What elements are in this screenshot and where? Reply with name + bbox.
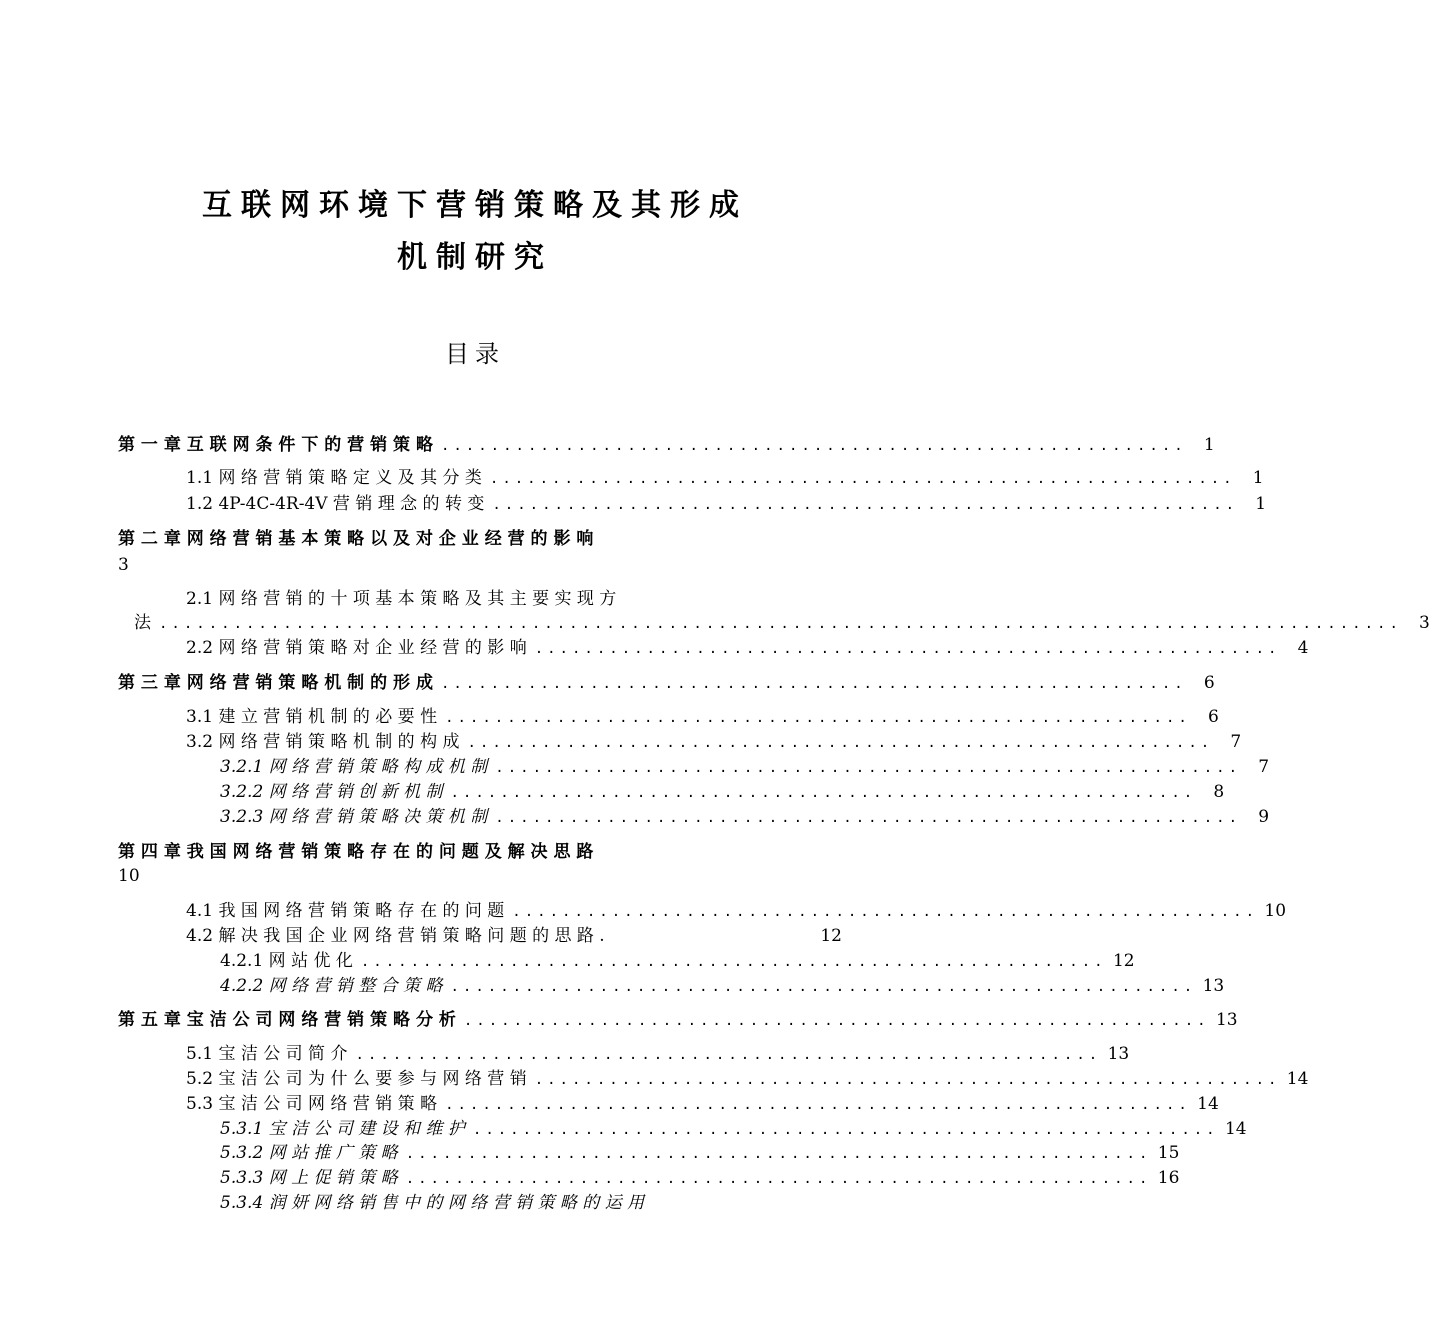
toc-section-5-2[interactable]: [186, 1068, 1309, 1090]
toc-section-3-2[interactable]: [186, 731, 1242, 753]
toc-section-4-2[interactable]: [186, 925, 842, 947]
toc-leader: ............................................................: [534, 1072, 1281, 1088]
toc-subsection-4-2-1[interactable]: [220, 950, 1135, 972]
toc-leader: ............................................................: [472, 1122, 1219, 1138]
toc-entry-label: 第 五 章 宝 洁 公 司 网 络 营 销 策 略 分 析: [118, 1010, 456, 1030]
toc-entry-label: 4.2 解 决 我 国 企 业 网 络 营 销 策 略 问 题 的 思 路 .: [186, 926, 605, 946]
document-title-line-2: 机制研究: [397, 240, 553, 275]
toc-entry-label: 3.2.2 网 络 营 销 创 新 机 制: [220, 782, 443, 802]
toc-leader: ............................................................: [355, 1047, 1102, 1063]
toc-page-number: 13: [1107, 1044, 1130, 1064]
toc-page-number: 4: [1297, 638, 1309, 658]
toc-entry-label: 3.1 建 立 营 销 机 制 的 必 要 性: [186, 707, 438, 727]
toc-leader: ............................................................: [440, 676, 1187, 692]
toc-entry-label: 5.3.3 网 上 促 销 策 略: [220, 1168, 398, 1188]
toc-leader: ............................................................: [360, 954, 1107, 970]
toc-leader: ............................................................: [445, 1097, 1191, 1113]
toc-heading: 目录: [445, 340, 505, 368]
toc-page-number: 13: [1202, 976, 1225, 996]
toc-entry-label: 1.2 4P-4C-4R-4V 营 销 理 念 的 转 变: [186, 494, 485, 514]
toc-entry-label: 1.1 网 络 营 销 策 略 定 义 及 其 分 类: [186, 468, 482, 488]
toc-page-number: 9: [1258, 807, 1270, 827]
toc-page-number: 10: [118, 866, 140, 886]
toc-page-number: 7: [1230, 732, 1242, 752]
toc-subsection-3-2-2[interactable]: [220, 781, 1225, 803]
toc-chapter-2[interactable]: [118, 528, 848, 550]
toc-section-5-1[interactable]: [186, 1043, 1130, 1065]
toc-section-2-1[interactable]: [186, 588, 848, 610]
toc-leader: ............................................................: [405, 1146, 1152, 1162]
toc-page-number: 3: [1419, 613, 1430, 633]
toc-page-number: 16: [1157, 1168, 1180, 1188]
toc-page-number: 1: [1203, 435, 1215, 455]
toc-page-number: 3: [118, 555, 129, 575]
toc-entry-label: 4.1 我 国 网 络 营 销 策 略 存 在 的 问 题: [186, 901, 505, 921]
toc-subsection-5-3-3[interactable]: [220, 1167, 1180, 1189]
toc-entry-label: 5.3 宝 洁 公 司 网 络 营 销 策 略: [186, 1094, 438, 1114]
toc-page-number: 6: [1203, 673, 1215, 693]
toc-page-number: 1: [1252, 468, 1264, 488]
toc-entry-label: 4.2.2 网 络 营 销 整 合 策 略: [220, 976, 443, 996]
toc-chapter-5[interactable]: [118, 1009, 1238, 1031]
toc-leader: ............................................................: [489, 471, 1236, 487]
toc-page-number: 6: [1207, 707, 1219, 727]
toc-entry-label-continued: 法: [134, 613, 151, 633]
toc-page-number: 13: [1215, 1010, 1238, 1030]
toc-section-2-2[interactable]: [186, 637, 1309, 659]
document-title-line-1: 互联网环境下营销策略及其形成: [202, 188, 748, 223]
toc-leader: ............................................................: [495, 760, 1242, 776]
toc-entry-label: 第 二 章 网 络 营 销 基 本 策 略 以 及 对 企 业 经 营 的 影 响: [118, 529, 594, 549]
toc-page-number: 8: [1213, 782, 1225, 802]
toc-leader: ............................................................: [445, 710, 1191, 726]
toc-leader: ............................................................: [492, 497, 1239, 513]
toc-chapter-1[interactable]: [118, 434, 1215, 456]
toc-entry-label: 5.3.1 宝 洁 公 司 建 设 和 维 护: [220, 1119, 465, 1139]
toc-leader: ............................................................: [463, 1013, 1210, 1029]
toc-subsection-5-3-1[interactable]: [220, 1118, 1247, 1140]
toc-leader: ............................................................: [534, 641, 1281, 657]
toc-entry-label: 2.2 网 络 营 销 策 略 对 企 业 经 营 的 影 响: [186, 638, 527, 658]
toc-section-1-1[interactable]: [186, 467, 1264, 489]
toc-section-5-3[interactable]: [186, 1093, 1219, 1115]
toc-page-number: 1: [1255, 494, 1267, 514]
toc-leader: ............................................................: [467, 735, 1214, 751]
toc-page-number: 14: [1197, 1094, 1219, 1114]
toc-section-2-1-continued[interactable]: [134, 612, 1430, 634]
toc-page-number: 10: [1264, 901, 1287, 921]
toc-entry-label: 5.3.4 润 妍 网 络 销 售 中 的 网 络 营 销 策 略 的 运 用: [220, 1193, 645, 1213]
toc-subsection-5-3-4[interactable]: [220, 1192, 842, 1214]
toc-leader: ....................................................................................................: [159, 616, 1402, 632]
toc-entry-label: 第 四 章 我 国 网 络 营 销 策 略 存 在 的 问 题 及 解 决 思 路: [118, 842, 594, 862]
toc-subsection-3-2-1[interactable]: [220, 756, 1270, 778]
toc-entry-label: 3.2.1 网 络 营 销 策 略 构 成 机 制: [220, 757, 488, 777]
toc-entry-label: 2.1 网 络 营 销 的 十 项 基 本 策 略 及 其 主 要 实 现 方: [186, 589, 617, 609]
toc-page-number: 14: [1224, 1119, 1247, 1139]
toc-leader: ............................................................: [405, 1171, 1152, 1187]
toc-page-number: 14: [1286, 1069, 1309, 1089]
toc-entry-label: 3.2.3 网 络 营 销 策 略 决 策 机 制: [220, 807, 488, 827]
toc-entry-label: 第 一 章 互 联 网 条 件 下 的 营 销 策 略: [118, 435, 433, 455]
toc-chapter-4[interactable]: [118, 841, 848, 863]
toc-section-3-1[interactable]: [186, 706, 1219, 728]
toc-entry-label: 5.1 宝 洁 公 司 简 介: [186, 1044, 348, 1064]
toc-leader: ............................................................: [512, 904, 1259, 920]
toc-leader: ............................................................: [495, 810, 1242, 826]
toc-entry-label: 5.2 宝 洁 公 司 为 什 么 要 参 与 网 络 营 销: [186, 1069, 527, 1089]
toc-page-number: 12: [1112, 951, 1135, 971]
toc-section-1-2[interactable]: [186, 493, 1267, 515]
toc-subsection-3-2-3[interactable]: [220, 806, 1270, 828]
toc-page-number: 7: [1258, 757, 1270, 777]
toc-page-number: 15: [1157, 1143, 1180, 1163]
toc-entry-label: 3.2 网 络 营 销 策 略 机 制 的 构 成: [186, 732, 460, 752]
toc-leader: ............................................................: [450, 979, 1197, 995]
toc-subsection-4-2-2[interactable]: [220, 975, 1225, 997]
toc-entry-label: 第 三 章 网 络 营 销 策 略 机 制 的 形 成: [118, 673, 433, 693]
toc-subsection-5-3-2[interactable]: [220, 1142, 1180, 1164]
toc-entry-label: 5.3.2 网 站 推 广 策 略: [220, 1143, 398, 1163]
toc-leader: ............................................................: [440, 438, 1187, 454]
toc-entry-label: 4.2.1 网 站 优 化: [220, 951, 353, 971]
toc-page-number: 12: [820, 926, 842, 946]
toc-chapter-3[interactable]: [118, 672, 1215, 694]
toc-leader: ............................................................: [450, 785, 1197, 801]
toc-section-4-1[interactable]: [186, 900, 1287, 922]
